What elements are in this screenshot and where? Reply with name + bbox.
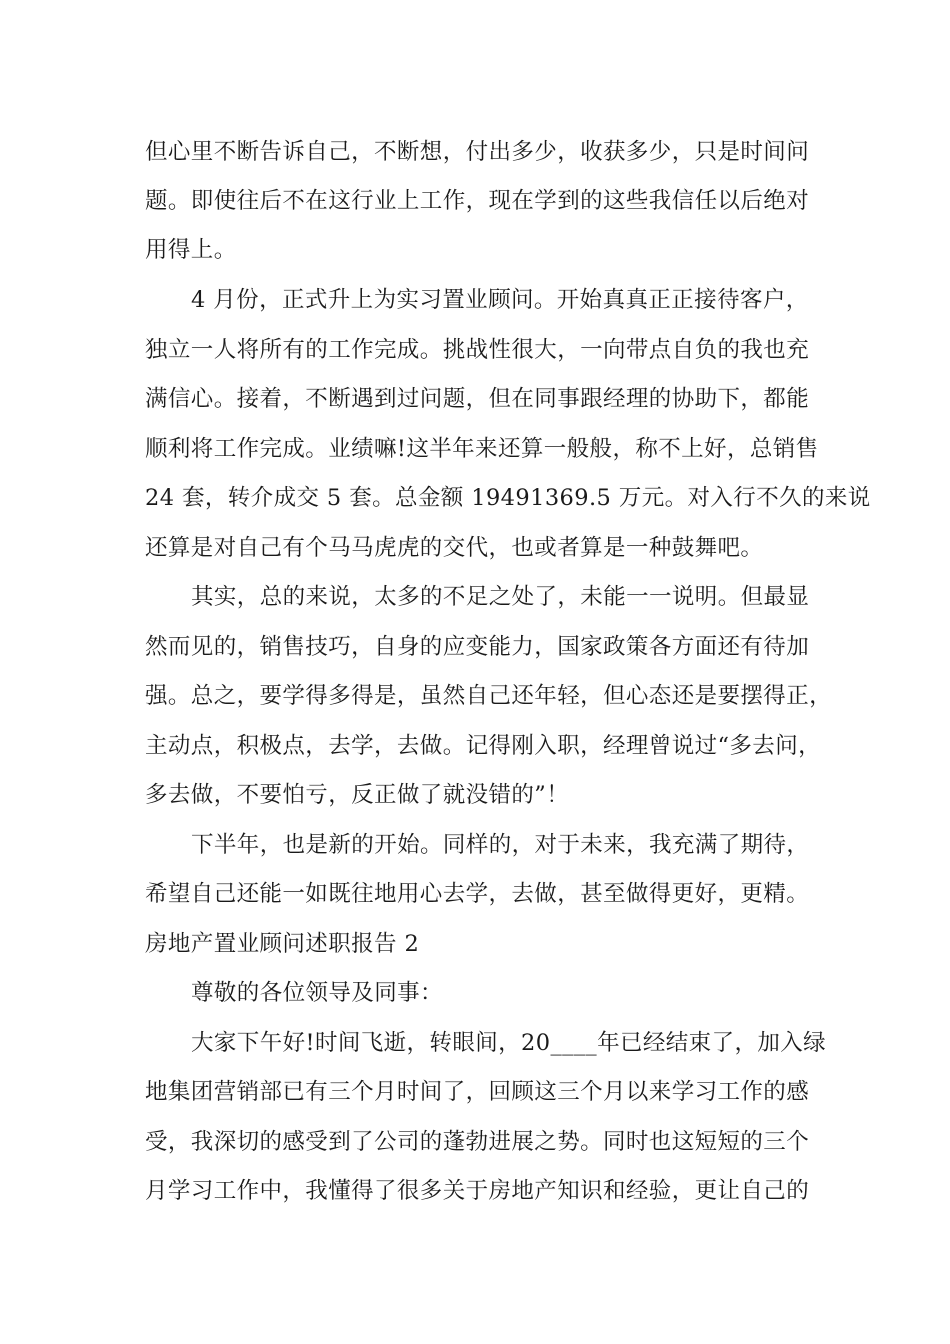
text-line: 强。总之，要学得多得是，虽然自己还年轻，但心态还是要摆得正， bbox=[145, 683, 833, 709]
text-line: 主动点，积极点，去学，去做。记得刚入职，经理曾说过“多去问， bbox=[145, 733, 822, 759]
text-line: 还算是对自己有个马马虎虎的交代，也或者算是一种鼓舞吧。 bbox=[145, 535, 764, 561]
section-heading: 房地产置业顾问述职报告 2 bbox=[145, 931, 420, 957]
text-line: 顺利将工作完成。业绩嘛!这半年来还算一般般，称不上好，总销售 bbox=[145, 436, 819, 462]
paragraph-first-line: 其实，总的来说，太多的不足之处了，未能一一说明。但最显 bbox=[191, 584, 810, 610]
text-line: 月学习工作中，我懂得了很多关于房地产知识和经验，更让自己的 bbox=[145, 1178, 810, 1204]
paragraph-first-line: 大家下午好!时间飞逝，转眼间，20____年已经结束了，加入绿 bbox=[191, 1030, 827, 1056]
text-line: 满信心。接着，不断遇到过问题，但在同事跟经理的协助下，都能 bbox=[145, 386, 810, 412]
text-line: 受，我深切的感受到了公司的蓬勃进展之势。同时也这短短的三个 bbox=[145, 1129, 810, 1155]
text-line: 24 套，转介成交 5 套。总金额 19491369.5 万元。对入行不久的来说 bbox=[145, 485, 871, 511]
text-line: 题。即使往后不在这行业上工作，现在学到的这些我信任以后绝对 bbox=[145, 188, 810, 214]
text-line: 多去做，不要怕亏，反正做了就没错的”！ bbox=[145, 782, 570, 808]
salutation: 尊敬的各位领导及同事： bbox=[191, 980, 443, 1006]
text-line: 希望自己还能一如既往地用心去学，去做，甚至做得更好，更精。 bbox=[145, 881, 810, 907]
text-line: 但心里不断告诉自己，不断想，付出多少，收获多少，只是时间问 bbox=[145, 139, 810, 165]
text-line: 独立一人将所有的工作完成。挑战性很大，一向带点自负的我也充 bbox=[145, 337, 810, 363]
paragraph-first-line: 下半年，也是新的开始。同样的，对于未来，我充满了期待， bbox=[191, 832, 810, 858]
paragraph-first-line: 4 月份，正式升上为实习置业顾问。开始真真正正接待客户， bbox=[191, 287, 809, 313]
text-line: 用得上。 bbox=[145, 237, 237, 263]
text-line: 然而见的，销售技巧，自身的应变能力，国家政策各方面还有待加 bbox=[145, 634, 810, 660]
text-line: 地集团营销部已有三个月时间了，回顾这三个月以来学习工作的感 bbox=[145, 1079, 810, 1105]
